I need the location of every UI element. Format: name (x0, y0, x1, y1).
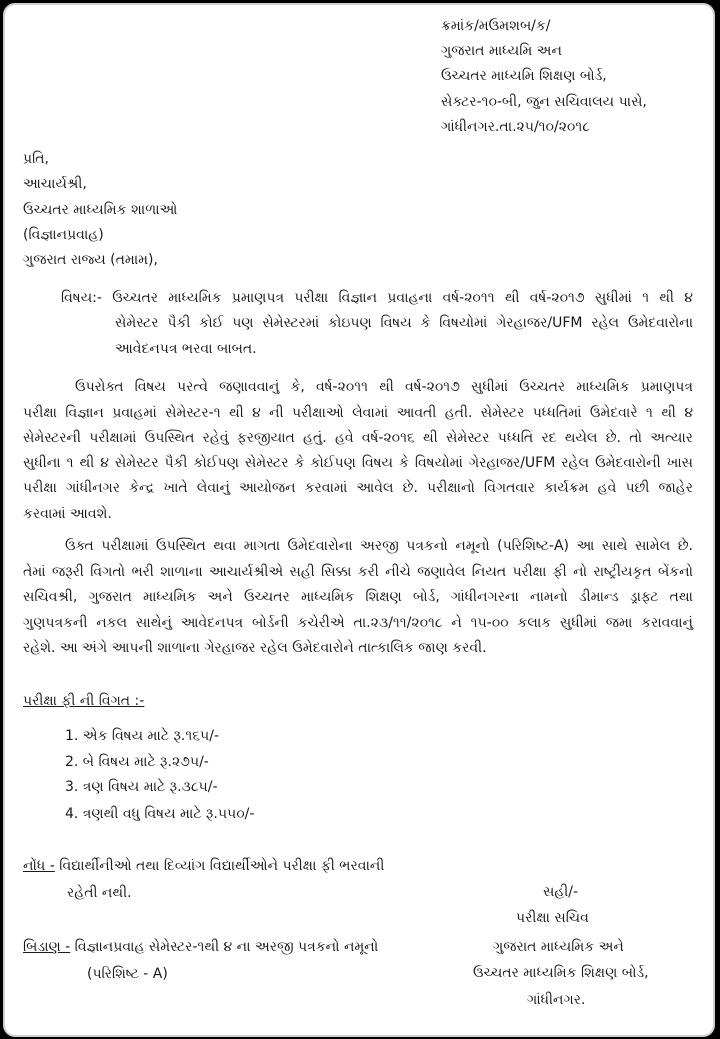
paragraph-2-line-3: સચિવશ્રી, ગુજરાત માધ્યમિક અને ઉચ્ચતર માધ્યમિક શિક્ષણ બોર્ડ, ગાંધીનગરના નામનો ડીમાન્ડ ડ્રાફ્ટ તથા (23, 589, 693, 605)
letter-page (3, 3, 715, 1037)
paragraph-2-line-1: ઉક્ત પરીક્ષામાં ઉપસ્થિત થવા માગતા ઉમેદવારોના અરજી પત્રકનો નમૂનો (પરિશિષ્ટ-A) આ સાથે સામેલ છે. (65, 538, 693, 554)
subject-line-3: આવેદનપત્ર ભરવા બાબત. (115, 341, 257, 357)
signatory-org-1: ગુજરાત માધ્યમિક અને (493, 939, 624, 955)
enclosure-text: વિજ્ઞાનપ્રવાહ સેમેસ્ટર-૧થી ૪ ના અરજી પત્રકનો નમૂનો (70, 939, 379, 955)
fees-heading: પરીક્ષા ફી ની વિગત :- (23, 693, 145, 709)
recipient-state: ગુજરાત રાજ્ય (તમામ), (23, 252, 158, 268)
recipient-stream: (વિજ્ઞાનપ્રવાહ) (23, 227, 104, 243)
letter-date: ગાંધીનગર.તા.૨૫/૧૦/૨૦૧૮ (441, 119, 590, 135)
recipient-title: આચાર્યશ્રી, (23, 176, 87, 192)
paragraph-1-line-2: પરીક્ષા વિજ્ઞાન પ્રવાહમાં સેમેસ્ટર-૧ થી ૪ ની પરીક્ષાઓ લેવામાં આવતી હતી. સેમેસ્ટર પધ્ધતિમાં ઉમેદવારે ૧ થી ૪ (23, 405, 693, 421)
note-label: નોંધ - (23, 858, 55, 874)
paragraph-1-line-4: સુધીના ૧ થી ૪ સેમેસ્ટર પૈકી કોઈપણ સેમેસ્ટર કે કોઈપણ વિષય કે વિષયોમાં ગેરહાજર/UFM રહેલ ઉમેદવારોની ખાસ (23, 455, 693, 471)
note-line-1 (23, 857, 384, 875)
note-text: વિદ્યાર્થીનીઓ તથા દિવ્યાંગ વિદ્યાર્થીઓને પરીક્ષા ફી ભરવાની (54, 858, 385, 874)
recipient-prefix: પ્રતિ, (23, 151, 49, 167)
fee-item: 1. એક વિષય માટે રૂ.૧૬૫/- (65, 728, 220, 744)
signatory-org-2: ઉચ્ચતર માધ્યમિક શિક્ષણ બોર્ડ, (473, 965, 649, 981)
fee-item: 3. ત્રણ વિષય માટે રૂ.૩૮૫/- (65, 779, 218, 795)
paragraph-1-line-3: સેમેસ્ટરની પરીક્ષામાં ઉપસ્થિત રહેવું ફરજીયાત હતું. હવે વર્ષ-૨૦૧૬ થી સેમેસ્ટર પધ્ધતિ રદ થયેલ છે. તો અત્યાર (23, 430, 693, 446)
paragraph-2-line-5: રહેશે. આ અંગે આપની શાળાના ગેરહાજર રહેલ ઉમેદવારોને તાત્કાલિક જાણ કરવી. (23, 640, 487, 656)
signatory-city: ગાંધીનગર. (527, 992, 586, 1008)
subject-line-2: સેમેસ્ટર પૈકી કોઈ પણ સેમેસ્ટરમાં કોઇપણ વિષય કે વિષયોમાં ગેરહાજર/UFM રહેલ ઉમેદવારોના (115, 315, 693, 331)
paragraph-1-line-6: કરવામાં આવશે. (23, 506, 112, 522)
paragraph-2-line-2: તેમાં જરૂરી વિગતો ભરી શાળાના આચાર્યશ્રીએ સહી સિક્કા કરી નીચે જણાવેલ નિયત પરીક્ષા ફી નો રાષ્ટ્રીયકૃત બેંકનો (23, 564, 693, 580)
subject-line-1: વિષય:- ઉચ્ચતર માધ્યમિક પ્રમાણપત્ર પરીક્ષા વિજ્ઞાન પ્રવાહના વર્ષ-૨૦૧૧ થી વર્ષ-૨૦૧૭ સુધીમાં ૧ થી ૪ (61, 290, 693, 306)
note-line-2: રહેતી નથી. (67, 885, 132, 901)
signatory-title: પરીક્ષા સચિવ (516, 910, 589, 926)
sender-address: સેક્ટર-૧૦-બી, જુન સચિવાલય પાસે, (441, 94, 647, 110)
fee-item: 2. બે વિષય માટે રૂ.૨૭૫/- (65, 754, 209, 770)
reference-number: ક્રમાંક/મઉમશબ/ક/ (441, 18, 551, 34)
fee-item: 4. ત્રણથી વધુ વિષય માટે રૂ.૫૫૦/- (65, 806, 255, 822)
paragraph-2-line-4: ગુણપત્રકની નકલ સાથેનું આવેદનપત્ર બોર્ડની કચેરીએ તા.૨૩/૧૧/૨૦૧૮ ને ૧૫-૦૦ કલાક સુધીમાં જમા કરાવવાનું (23, 615, 693, 631)
paragraph-1-line-5: પરીક્ષા ગાંધીનગર કેન્દ્ર ખાતે લેવાનું આયોજન કરવામાં આવેલ છે. પરીક્ષાનો વિગતવાર કાર્યક્રમ હવે પછી જાહેર (23, 480, 693, 496)
enclosure-line-1 (23, 938, 378, 956)
recipient-schools: ઉચ્ચતર માધ્યમિક શાળાઓ (23, 202, 178, 218)
signature-mark: સહી/- (543, 884, 579, 900)
sender-line-2: ઉચ્ચતર માધ્યમિ શિક્ષણ બોર્ડ, (441, 68, 607, 84)
sender-line-1: ગુજરાત માધ્યમિ અન (441, 43, 562, 59)
enclosure-line-2: (પરિશિષ્ટ - A) (87, 966, 168, 982)
paragraph-1-line-1: ઉપરોક્ત વિષય પરત્વે જણાવવાનું કે, વર્ષ-૨૦૧૧ થી વર્ષ-૨૦૧૭ સુધીમાં ઉચ્ચતર માધ્યમિક પ્રમાણપત્ર (75, 379, 693, 395)
enclosure-label: બિડાણ - (23, 939, 71, 955)
